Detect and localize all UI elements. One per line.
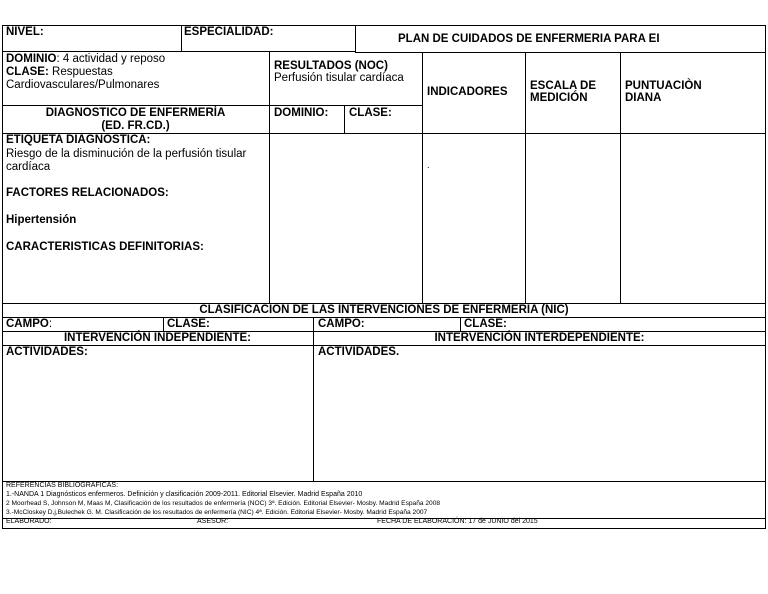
etiqueta-line2: cardíaca xyxy=(6,161,51,173)
dominio-text xyxy=(6,53,165,65)
nic-clase-left: CLASE: xyxy=(167,318,210,330)
nic-campo-left-colon: : xyxy=(48,318,53,330)
caracteristicas-label: CARACTERISTICAS DEFINITORIAS: xyxy=(6,241,204,253)
header-bottom-line-left xyxy=(2,51,355,52)
plan-title: PLAN DE CUIDADOS DE ENFERMERIA PARA EI xyxy=(398,33,660,45)
clase-label: CLASE: xyxy=(6,66,49,78)
resultados-value: Perfusión tisular cardíaca xyxy=(274,72,404,84)
diagnostico-title-line2: (ED. FR.CD.) xyxy=(101,120,170,132)
factores-label: FACTORES RELACIONADOS: xyxy=(6,187,169,199)
col-line-269 xyxy=(269,51,270,303)
clase-value-line2: Cardiovasculares/Pulmonares xyxy=(6,79,160,91)
reference-3: 3.-McCloskey D,j,Bulechek G. M. Clasificación de los resultados de enfermería (NIC) 4ª. Edición. Editorial Elsevier- Mosby. Madrid España 2007 xyxy=(6,508,428,516)
references-label: REFERENCIAS BIBLIOGRAFICAS: xyxy=(6,482,119,489)
col-line-620 xyxy=(620,52,621,303)
nic-campo-left xyxy=(6,318,52,330)
actividades-right: ACTIVIDADES. xyxy=(318,346,400,358)
diag-title-top-line xyxy=(2,105,422,106)
intervencion-independiente: INTERVENCIÓN INDEPENDIENTE: xyxy=(63,332,251,344)
etiqueta-line1: Riesgo de la disminución de la perfusión tisular xyxy=(6,148,247,160)
etiqueta-label: ETIQUETA DIAGNOSTICA: xyxy=(6,134,151,146)
especialidad-label: ESPECIALIDAD: xyxy=(184,26,274,38)
col-line-525 xyxy=(525,52,526,303)
nic-clase-right: CLASE: xyxy=(464,318,507,330)
clase-value: Respuestas xyxy=(48,66,113,78)
nivel-label: NIVEL: xyxy=(6,26,44,38)
asesor-label: ASESOR: xyxy=(197,518,229,525)
reference-2: 2 Moorhead S, Johnson M, Maas M, Clasificación de los resultados de enfermería (NOC) 3ª. Edición. Editorial Elsevier- Mosby. Madrid España 2008 xyxy=(6,500,441,507)
indicadores-header: INDICADORES xyxy=(427,86,508,98)
nic-campo-left-label: CAMPO xyxy=(6,318,49,330)
actividades-left: ACTIVIDADES: xyxy=(6,346,88,358)
diagnostico-title-line1: DIAGNOSTICO DE ENFERMERÍA xyxy=(45,107,226,119)
dominio-value: : 4 actividad y reposo xyxy=(56,53,166,65)
nic-title-bottom-line xyxy=(2,317,766,318)
intervencion-interdependiente: INTERVENCIÓN INTERDEPENDIENTE: xyxy=(434,332,645,344)
diag-clase-label: CLASE: xyxy=(349,107,392,119)
diag-dominio-label: DOMINIO: xyxy=(274,107,329,119)
nic-title: CLASIFICACION DE LAS INTERVENCIONES DE ENFERMERIA (NIC) xyxy=(199,304,569,316)
indicador-mark: . xyxy=(427,160,430,170)
reference-1: 1.-NANDA 1 Diagnósticos enfermeros. Definición y clasificación 2009-2011. Editorial Elsevier. Madrid España 2010 xyxy=(6,491,363,498)
clase-divider xyxy=(344,105,345,133)
resultados-title: RESULTADOS (NOC) xyxy=(274,60,388,72)
elaborado-label: ELABORADO: xyxy=(6,518,52,525)
fecha-elaboracion: FECHA DE ELABORACIÓN: 17 de JUNIO del 2015 xyxy=(377,518,538,525)
factor-value: Hipertensión xyxy=(6,214,77,226)
header-divider-2 xyxy=(355,25,356,52)
header-divider-1 xyxy=(181,25,182,51)
campo-divider-right xyxy=(460,317,461,331)
puntuacion-header-line2: DIANA xyxy=(625,92,662,104)
clase-text xyxy=(6,66,113,78)
header-bottom-line-right xyxy=(355,52,766,53)
col-line-422 xyxy=(422,52,423,303)
nic-campo-right: CAMPO: xyxy=(318,318,365,330)
puntuacion-header-line1: PUNTUACIÒN xyxy=(625,80,702,92)
campo-divider-left xyxy=(163,317,164,331)
escala-header-line1: ESCALA DE xyxy=(530,80,597,92)
escala-header-line2: MEDICIÓN xyxy=(530,92,588,104)
dominio-label: DOMINIO xyxy=(6,53,57,65)
